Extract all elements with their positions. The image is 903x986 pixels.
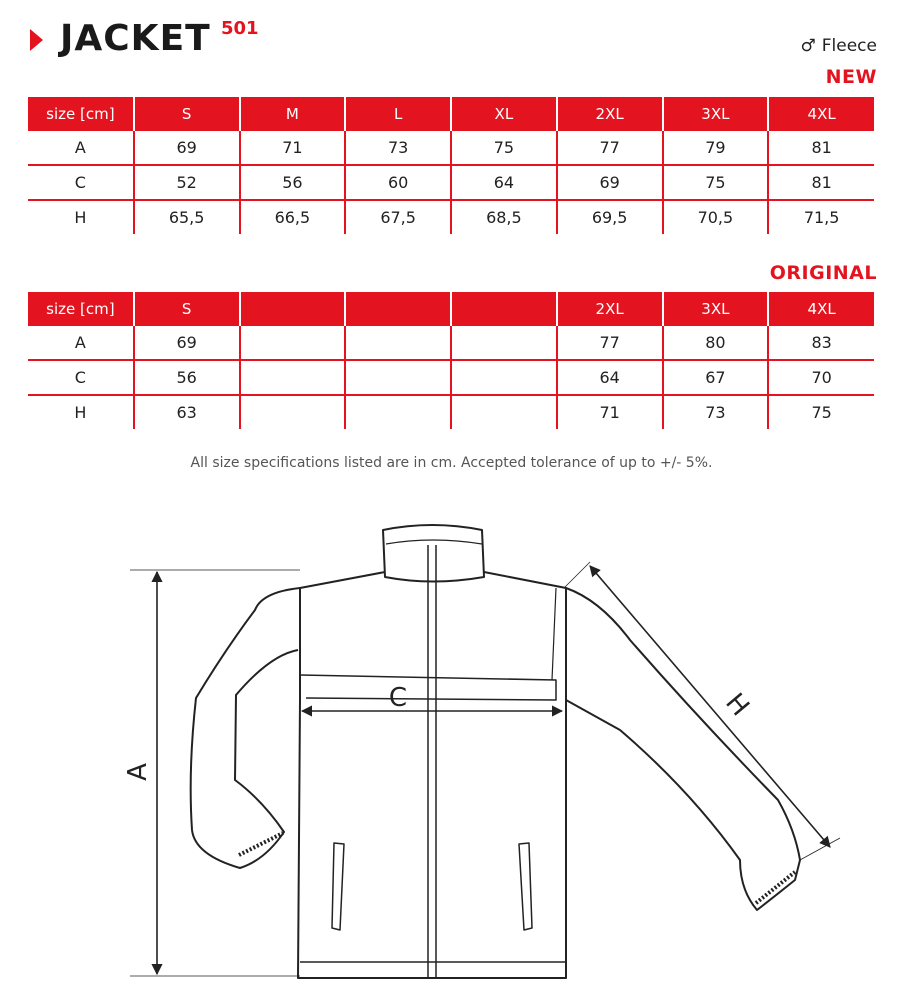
table-cell: A (28, 326, 134, 360)
table-row (28, 131, 874, 165)
column-header (240, 292, 346, 326)
column-header: size [cm] (28, 292, 134, 326)
table-cell (240, 326, 346, 360)
table-cell: 69 (134, 131, 240, 165)
table-cell: 64 (451, 165, 557, 200)
column-header: M (240, 97, 346, 131)
table-cell: 75 (451, 131, 557, 165)
table-cell: 71,5 (768, 200, 874, 234)
table-cell: 71 (240, 131, 346, 165)
table-header-row (28, 97, 874, 131)
table-cell: 69 (134, 326, 240, 360)
jacket-diagram (0, 500, 903, 986)
column-header: 4XL (768, 292, 874, 326)
table-cell (240, 395, 346, 429)
table-cell: 69 (557, 165, 663, 200)
table-cell: 73 (663, 395, 769, 429)
table-cell: 63 (134, 395, 240, 429)
column-header: XL (451, 97, 557, 131)
size-table-original (28, 292, 874, 429)
table-header-row (28, 292, 874, 326)
column-header: 3XL (663, 292, 769, 326)
jacket-outline (191, 525, 800, 978)
table-cell (345, 326, 451, 360)
table-cell: 70,5 (663, 200, 769, 234)
table-cell: C (28, 360, 134, 395)
table-cell: 79 (663, 131, 769, 165)
size-table-new (28, 97, 874, 234)
table-cell (451, 395, 557, 429)
model-number: 501 (221, 18, 259, 39)
table-cell: A (28, 131, 134, 165)
table-cell: 56 (134, 360, 240, 395)
column-header: 2XL (557, 292, 663, 326)
column-header: 2XL (557, 97, 663, 131)
column-header: S (134, 97, 240, 131)
table-cell: 65,5 (134, 200, 240, 234)
table-cell: 81 (768, 131, 874, 165)
table-cell (345, 360, 451, 395)
table-cell: 70 (768, 360, 874, 395)
table-row (28, 326, 874, 360)
label-c: C (388, 683, 408, 713)
table-cell: 73 (345, 131, 451, 165)
table-cell: 60 (345, 165, 451, 200)
table-cell: C (28, 165, 134, 200)
title-arrow-icon (30, 29, 43, 51)
tolerance-note: All size specifications listed are in cm. Accepted tolerance of up to +/- 5%. (190, 455, 713, 471)
table-cell (451, 326, 557, 360)
table-cell (345, 395, 451, 429)
table-cell (240, 360, 346, 395)
measurement-lines (130, 562, 840, 976)
label-h: H (719, 687, 755, 723)
table-cell: 64 (557, 360, 663, 395)
label-a: A (123, 763, 153, 781)
table-cell: 77 (557, 326, 663, 360)
table-cell: 69,5 (557, 200, 663, 234)
page-title: JACKET (60, 18, 211, 59)
table-row (28, 395, 874, 429)
table-cell: 56 (240, 165, 346, 200)
table-cell: 75 (768, 395, 874, 429)
column-header: size [cm] (28, 97, 134, 131)
section-label-original: ORIGINAL (769, 262, 877, 284)
table-cell: 75 (663, 165, 769, 200)
column-header: 3XL (663, 97, 769, 131)
column-header (451, 292, 557, 326)
section-label-new: NEW (825, 66, 877, 88)
table-cell: 66,5 (240, 200, 346, 234)
column-header (345, 292, 451, 326)
table-row (28, 165, 874, 200)
table-cell: H (74, 403, 87, 422)
column-header: 4XL (768, 97, 874, 131)
table-cell: 83 (768, 326, 874, 360)
table-cell: 52 (134, 165, 240, 200)
table-cell: 77 (557, 131, 663, 165)
table-cell: H (74, 208, 87, 227)
table-cell: 80 (663, 326, 769, 360)
material-label: Fleece (821, 36, 877, 56)
column-header: S (134, 292, 240, 326)
table-cell: 68,5 (451, 200, 557, 234)
table-cell: 67 (663, 360, 769, 395)
table-cell: 67,5 (345, 200, 451, 234)
male-icon: ♂ (800, 36, 816, 56)
table-row (28, 360, 874, 395)
table-cell: 81 (768, 165, 874, 200)
table-cell (451, 360, 557, 395)
material-info (801, 36, 877, 56)
table-row (28, 200, 874, 234)
table-cell: 71 (557, 395, 663, 429)
column-header: L (345, 97, 451, 131)
